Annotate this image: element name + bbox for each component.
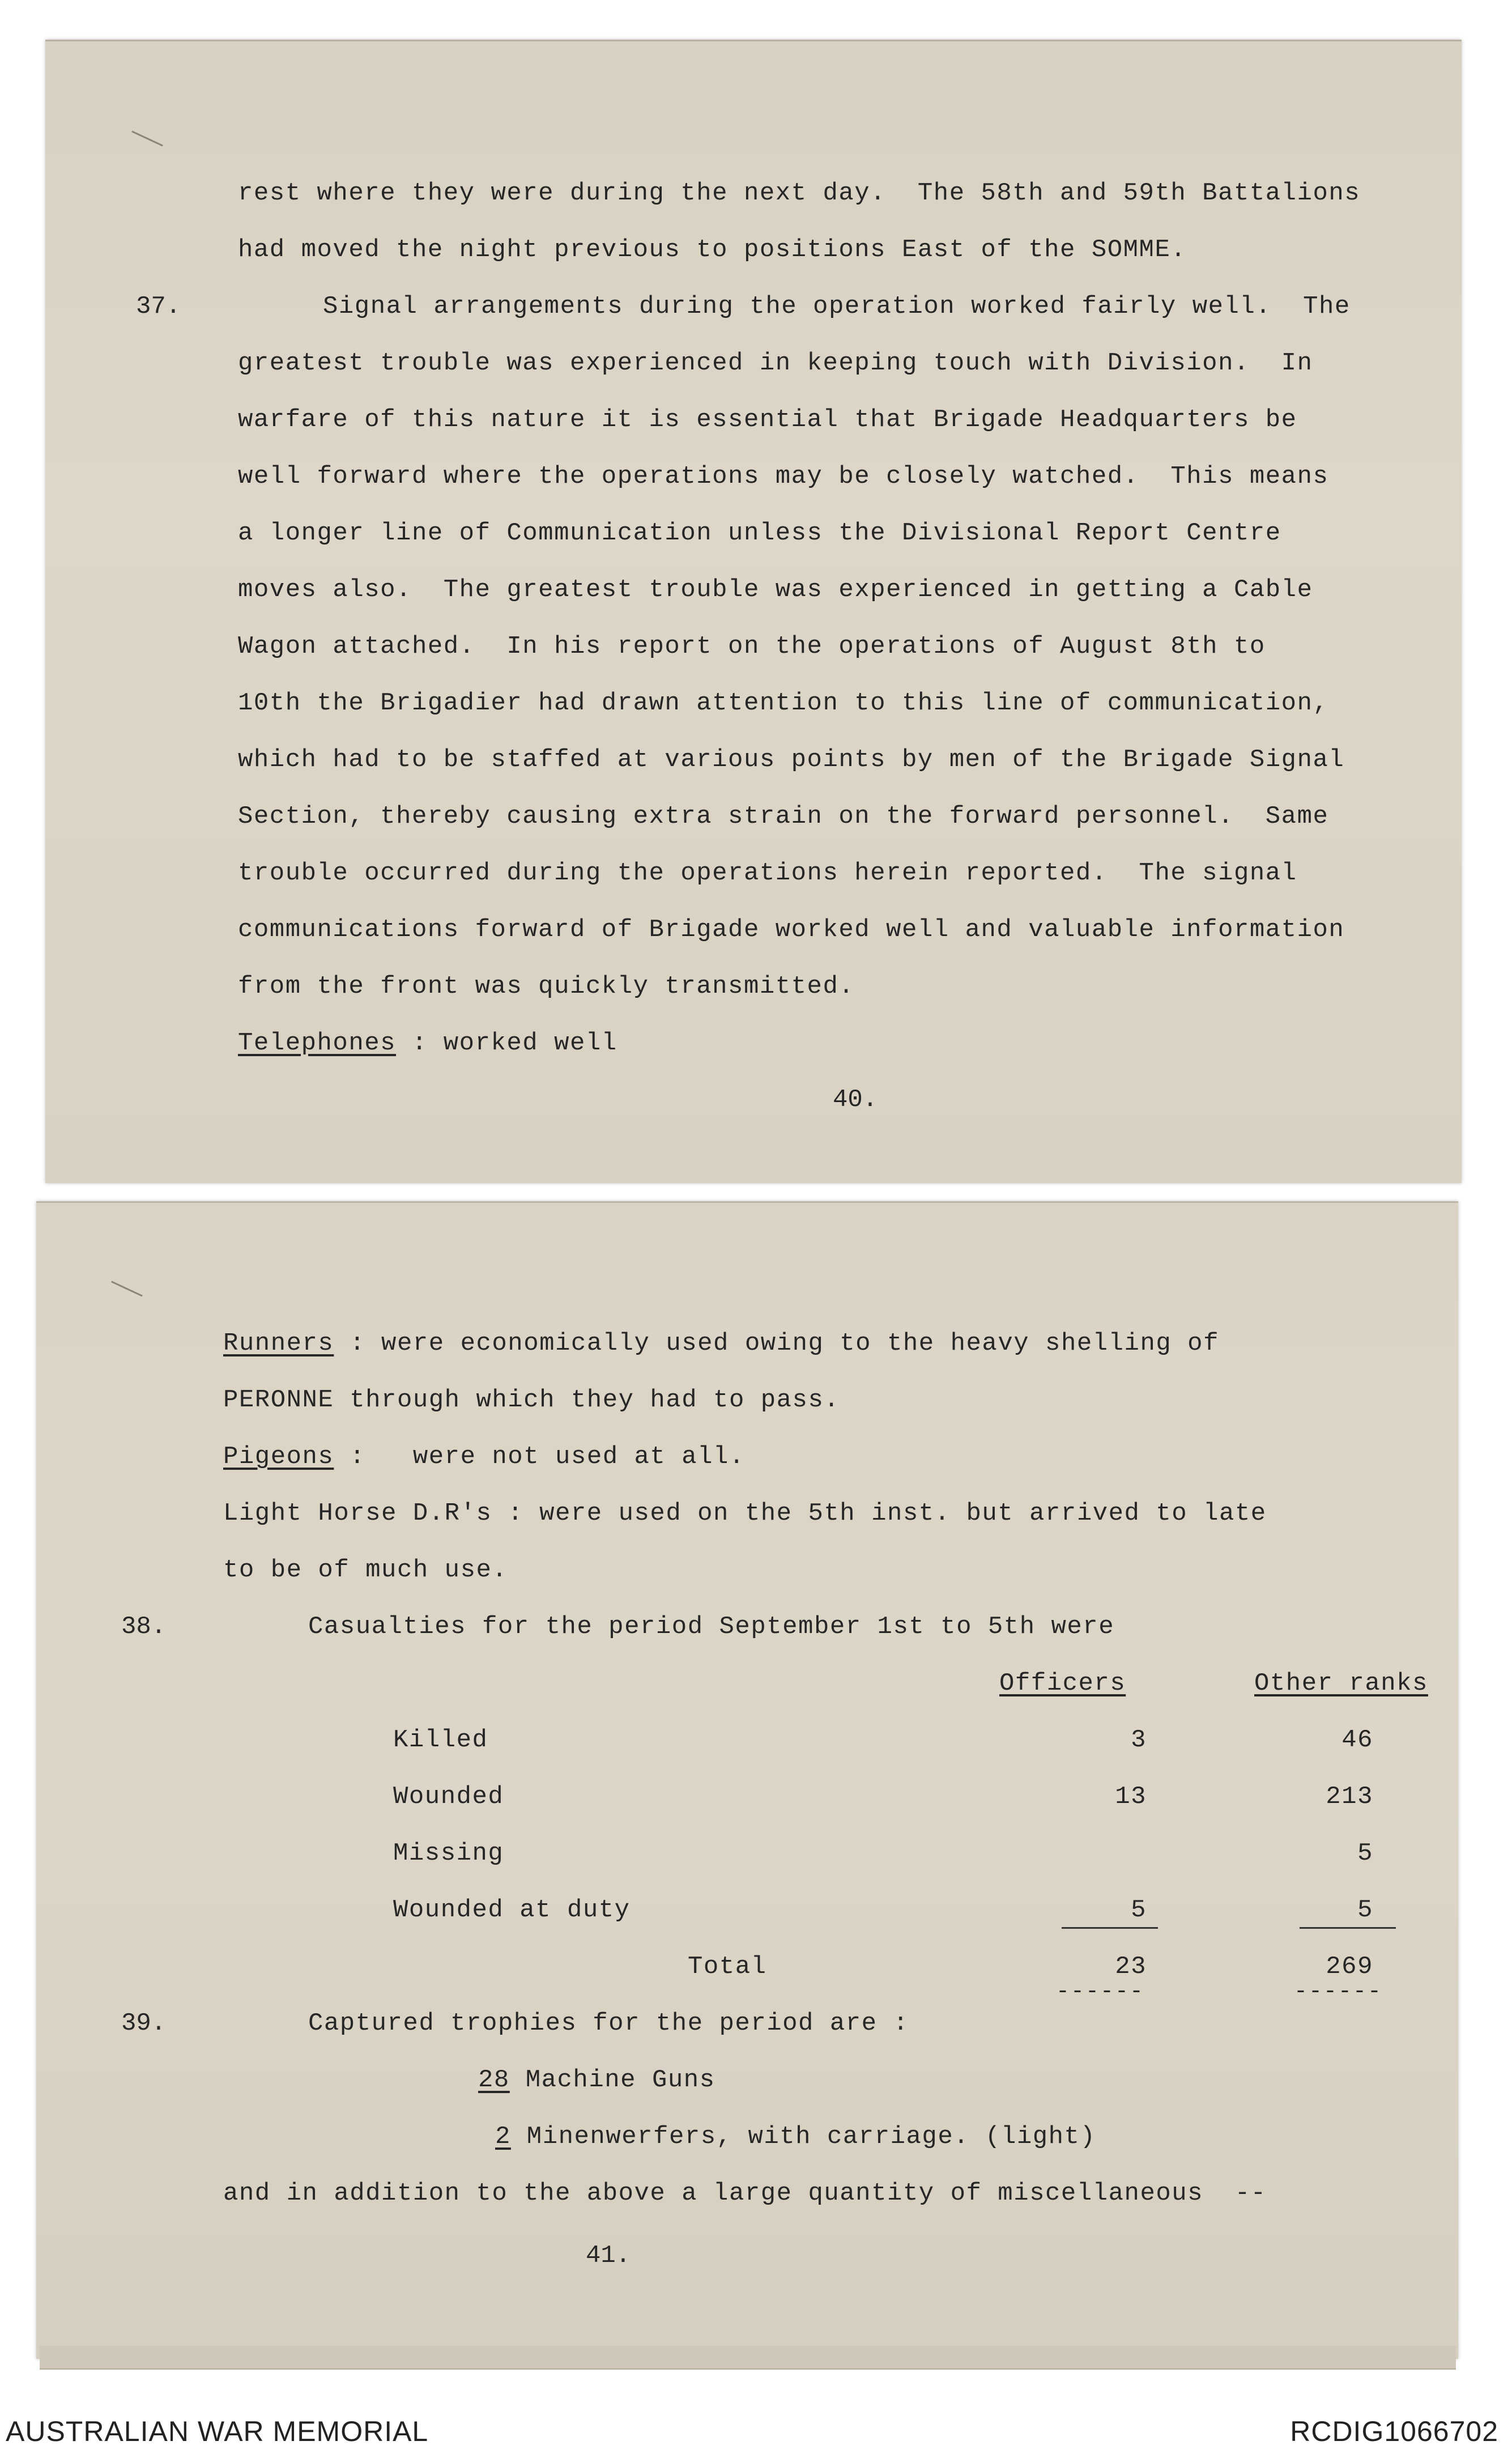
text-line: which had to be staffed at various points by men of the Brigade Signal xyxy=(238,746,1345,774)
text-line: to be of much use. xyxy=(223,1556,508,1584)
page-41 xyxy=(36,1201,1458,2359)
column-header-officers: Officers xyxy=(999,1669,1126,1698)
text-line: Wagon attached. In his report on the operations of August 8th to xyxy=(238,632,1266,661)
table-cell-other: 46 xyxy=(1341,1726,1373,1754)
text-line: and in addition to the above a large quantity of miscellaneous -- xyxy=(223,2179,1267,2208)
trophy-item xyxy=(478,2064,715,2096)
trophy-text: Machine Guns xyxy=(509,2066,715,2094)
telephones-text: : worked well xyxy=(396,1029,617,1057)
text-line: Signal arrangements during the operation worked fairly well. The xyxy=(323,292,1351,321)
table-row-label: Killed xyxy=(393,1726,488,1754)
table-cell-officers: 5 xyxy=(1131,1896,1147,1924)
page-40 xyxy=(45,40,1462,1183)
total-dashes: ------ xyxy=(1056,1979,1145,2005)
paper-mark xyxy=(111,1281,143,1296)
table-row-label: Wounded xyxy=(393,1783,504,1811)
text-line: had moved the night previous to positions East of the SOMME. xyxy=(238,236,1187,264)
text-line: from the front was quickly transmitted. xyxy=(238,972,855,1001)
text-line: warfare of this nature it is essential that Brigade Headquarters be xyxy=(238,406,1297,434)
text-line: 10th the Brigadier had drawn attention to this line of communication, xyxy=(238,689,1329,717)
text-line: PERONNE through which they had to pass. xyxy=(223,1386,840,1414)
text-line: well forward where the operations may be closely watched. This means xyxy=(238,462,1329,491)
trophy-count: 28 xyxy=(478,2066,510,2094)
text-line: a longer line of Communication unless the Divisional Report Centre xyxy=(238,519,1281,547)
page-number: 41. xyxy=(586,2242,631,2270)
table-cell-officers: 3 xyxy=(1131,1726,1147,1754)
paragraph-number: 39. xyxy=(121,2009,167,2038)
text-line: moves also. The greatest trouble was experienced in getting a Cable xyxy=(238,576,1313,604)
trophy-text: Minenwerfers, with carriage. (light) xyxy=(510,2123,1096,2151)
paragraph-number: 37. xyxy=(136,292,181,321)
text-line: Casualties for the period September 1st to 5th were xyxy=(308,1613,1115,1641)
table-cell-other: 213 xyxy=(1326,1783,1373,1811)
text-line: communications forward of Brigade worked well and valuable information xyxy=(238,916,1345,944)
runners-text: : were economically used owing to the heavy shelling of xyxy=(334,1329,1219,1358)
table-cell-other: 5 xyxy=(1357,1896,1373,1924)
table-row-label: Wounded at duty xyxy=(393,1896,631,1924)
telephones-line xyxy=(238,1027,617,1059)
runners-label: Runners xyxy=(223,1329,334,1358)
pigeons-text: : were not used at all. xyxy=(334,1443,745,1471)
total-label: Total xyxy=(688,1953,767,1981)
text-line: greatest trouble was experienced in keeping touch with Division. In xyxy=(238,349,1313,377)
total-other: 269 xyxy=(1326,1953,1373,1981)
table-row-label: Missing xyxy=(393,1839,504,1868)
column-header-other-ranks: Other ranks xyxy=(1254,1669,1428,1698)
under-sheet-edge xyxy=(40,2346,1456,2370)
total-officers: 23 xyxy=(1115,1953,1147,1981)
text-line: trouble occurred during the operations herein reported. The signal xyxy=(238,859,1297,887)
text-line: Light Horse D.R's : were used on the 5th inst. but arrived to late xyxy=(223,1499,1267,1528)
table-cell-other: 5 xyxy=(1357,1839,1373,1868)
pigeons-line xyxy=(223,1441,745,1473)
trophy-count: 2 xyxy=(495,2123,511,2151)
text-line: rest where they were during the next day. The 58th and 59th Battalions xyxy=(238,179,1361,207)
text-line: Captured trophies for the period are : xyxy=(308,2009,909,2038)
table-cell-officers: 13 xyxy=(1115,1783,1147,1811)
pigeons-label: Pigeons xyxy=(223,1443,334,1471)
footer-left: AUSTRALIAN WAR MEMORIAL xyxy=(6,2416,429,2447)
sum-rule xyxy=(1062,1927,1158,1929)
paragraph-number: 38. xyxy=(121,1613,167,1641)
footer-right: RCDIG1066702 xyxy=(1290,2416,1498,2447)
total-dashes: ------ xyxy=(1294,1979,1383,2005)
page-number: 40. xyxy=(833,1086,878,1114)
telephones-label: Telephones xyxy=(238,1029,397,1057)
paper-mark xyxy=(131,130,163,146)
sum-rule xyxy=(1300,1927,1396,1929)
runners-line xyxy=(223,1328,1219,1359)
trophy-item xyxy=(495,2121,1096,2153)
text-line: Section, thereby causing extra strain on the forward personnel. Same xyxy=(238,802,1329,831)
